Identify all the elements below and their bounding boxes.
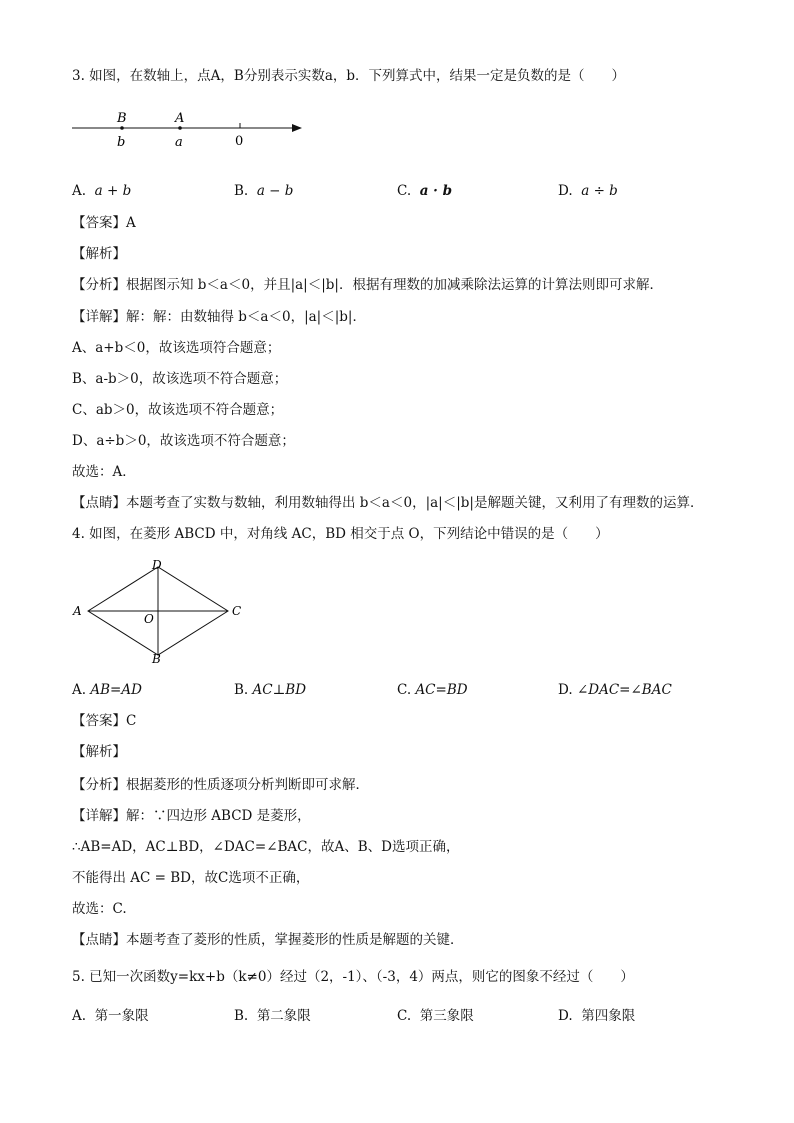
q3-choose: 故选：A． <box>72 464 136 480</box>
q3-options <box>72 183 732 203</box>
q3-option-c: C. a · b <box>397 183 453 199</box>
q4-step-2: 不能得出 AC = BD，故C选项不正确， <box>72 870 310 886</box>
point-b-dot <box>120 126 124 130</box>
vertex-A-label: A <box>73 604 82 618</box>
q4-jiexi-heading: 【解析】 <box>72 744 126 760</box>
q3-number-line-figure <box>70 106 310 154</box>
q4-option-c: C. AC=BD <box>397 682 468 698</box>
q4-option-b: B. AC⊥BD <box>234 682 307 698</box>
q3-jiexi-heading: 【解析】 <box>72 246 126 262</box>
zero-label: 0 <box>235 134 244 149</box>
point-B-label: B <box>117 111 127 126</box>
q5-option-d: D. 第四象限 <box>558 1008 636 1024</box>
q5-option-b: B. 第二象限 <box>234 1008 311 1024</box>
value-b-label: b <box>117 135 126 150</box>
q4-comment: 【点睛】本题考查了菱形的性质，掌握菱形的性质是解题的关键． <box>72 932 464 948</box>
q3-option-a: A. a + b <box>72 183 132 199</box>
q3-option-b: B. a − b <box>234 183 294 199</box>
q3-step-a: A、a+b＜0，故该选项符合题意； <box>72 340 281 356</box>
number-line-arrow <box>292 124 302 132</box>
q5-option-a: A. 第一象限 <box>72 1008 149 1024</box>
q4-option-a: A. AB=AD <box>72 682 142 698</box>
q4-choose: 故选：C. <box>72 901 127 917</box>
value-a-label: a <box>175 135 183 150</box>
point-a-dot <box>178 126 182 130</box>
q3-comment: 【点睛】本题考查了实数与数轴，利用数轴得出 b＜a＜0，|a|＜|b|是解题关键，又利用了有理数的运算． <box>72 495 704 511</box>
q3-analysis: 【分析】根据图示知 b＜a＜0，并且|a|＜|b|．根据有理数的加减乘除法运算的计算法则即可求解． <box>72 277 663 293</box>
q3-step-b: B、a-b＞0，故该选项不符合题意； <box>72 371 288 387</box>
q4-detail: 【详解】解：∵四边形 ABCD 是菱形， <box>72 808 311 824</box>
vertex-C-label: C <box>232 604 242 618</box>
q3-answer: 【答案】A <box>72 215 136 231</box>
q5-stem: 5. 已知一次函数y=kx+b（k≠0）经过（2，-1）、（-3，4）两点，则它的图象不经过（ ） <box>72 969 634 985</box>
vertex-B-label: B <box>152 652 161 666</box>
point-A-label: A <box>175 111 185 126</box>
q5-options <box>72 1004 732 1024</box>
q3-step-d: D、a÷b＞0，故该选项不符合题意； <box>72 433 295 449</box>
vertex-D-label: D <box>152 558 162 572</box>
q4-analysis: 【分析】根据菱形的性质逐项分析判断即可求解． <box>72 777 369 793</box>
q3-step-c: C、ab＞0，故该选项不符合题意； <box>72 402 284 418</box>
q4-step-1: ∴AB=AD，AC⊥BD，∠DAC=∠BAC，故A、B、D选项正确， <box>72 839 460 855</box>
q3-stem: 3. 如图，在数轴上，点A，B分别表示实数a，b．下列算式中，结果一定是负数的是（ ） <box>72 68 626 84</box>
q3-detail: 【详解】解：解：由数轴得 b＜a＜0，|a|＜|b|． <box>72 309 366 325</box>
q5-option-c: C. 第三象限 <box>397 1008 474 1024</box>
q4-rhombus-figure <box>70 555 250 670</box>
q4-stem: 4. 如图，在菱形 ABCD 中，对角线 AC，BD 相交于点 O，下列结论中错误的是（ ） <box>72 526 609 542</box>
q4-option-d: D. ∠DAC=∠BAC <box>558 682 672 698</box>
center-O-label: O <box>144 612 154 626</box>
q3-option-d: D. a ÷ b <box>558 183 618 199</box>
q4-answer: 【答案】C <box>72 713 137 729</box>
q4-options <box>72 682 732 702</box>
